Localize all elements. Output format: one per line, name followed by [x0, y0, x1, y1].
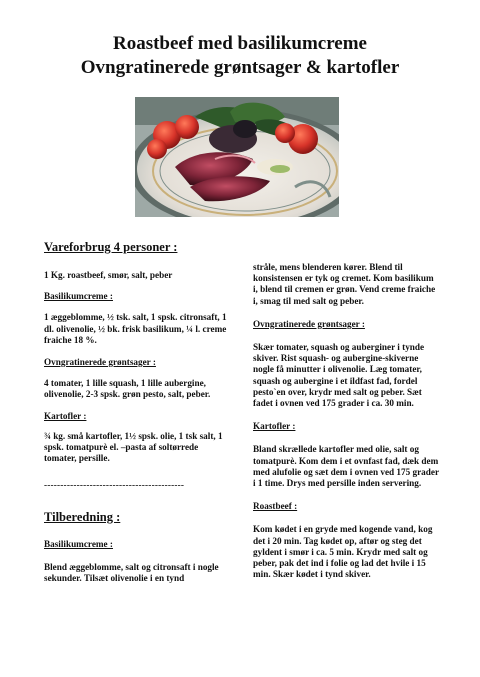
potato-ingredients: ¾ kg. små kartofler, 1½ spsk. olie, 1 tsk salt, 1 spsk. tomatpurè el. –pasta af soltørrede tomater, persille.: [44, 430, 223, 464]
method-column: [253, 262, 439, 580]
recipe-title-line-1: Roastbeef med basilikumcreme: [112, 33, 367, 54]
method-potato-heading: Kartofler :: [253, 421, 296, 432]
veg-ingredients: 4 tomater, 1 lille squash, 1 lille aubergine, olivenolie, 2-3 spsk. grøn pesto, salt, peber.: [44, 378, 211, 400]
method-beef-text: Kom kødet i en gryde med kogende vand, kog det i 20 min. Tag kødet op, aftør og steg det gyldent i smør i ca. 5 min. Krydr med salt og peber, pak det ind i folie og lad det hvile i 15 min. Skær kødet i tynd skiver.: [253, 524, 433, 580]
ingredients-heading: Vareforbrug 4 personer :: [44, 240, 178, 254]
recipe-title-line-2: Ovngratinerede grøntsager & kartofler: [80, 57, 400, 78]
veg-ingredients-heading: Ovngratinerede grøntsager :: [44, 357, 156, 368]
basil-ingredients-heading: Basilikumcreme :: [44, 291, 113, 302]
method-potato-text: Bland skrællede kartofler med olie, salt og tomatpurè. Kom dem i et ovnfast fad, dæk dem med alufolie og sæt dem i ovnen ved 175 grader i 1 time. Drys med persille inden servering.: [253, 444, 439, 489]
method-basil-continued: stråle, mens blenderen kører. Blend til konsistensen er tyk og cremet. Kom basilikum i, blend til cremen er grøn. Vend creme fraiche i, smag til med salt og peber.: [253, 262, 436, 306]
potato-ingredients-heading: Kartofler :: [44, 410, 87, 421]
method-basil-text: Blend æggeblomme, salt og citronsaft i nogle sekunder. Tilsæt olivenolie i en tynd: [44, 561, 219, 584]
method-veg-text: Skær tomater, squash og auberginer i tynde skiver. Rist squash- og aubergine-skiverne nogle få minutter i olivenolie. Læg tomater, squash og aubergine i et ildfast fad, fordel pesto`en over, krydr med salt og peber. Sæt fadet i ovnen ved 175 grader i ca. 30 min.: [253, 342, 425, 409]
method-beef-heading: Roastbeef :: [253, 501, 298, 512]
method-basil-heading: Basilikumcreme :: [44, 538, 113, 549]
ingredients-column: [44, 240, 229, 584]
method-veg-heading: Ovngratinerede grøntsager :: [253, 318, 365, 329]
basil-ingredients: 1 æggeblomme, ½ tsk. salt, 1 spsk. citronsaft, 1 dl. olivenolie, ½ bk. frisk basilikum, ¼ l. creme fraiche 18 %.: [44, 312, 227, 345]
section-divider: -------------------------------------------: [44, 480, 185, 491]
dish-photo-illustration: [135, 97, 339, 217]
base-ingredients: 1 Kg. roastbeef, smør, salt, peber: [44, 270, 173, 280]
dish-photo: [135, 97, 339, 217]
method-heading: Tilberedning :: [44, 509, 121, 524]
